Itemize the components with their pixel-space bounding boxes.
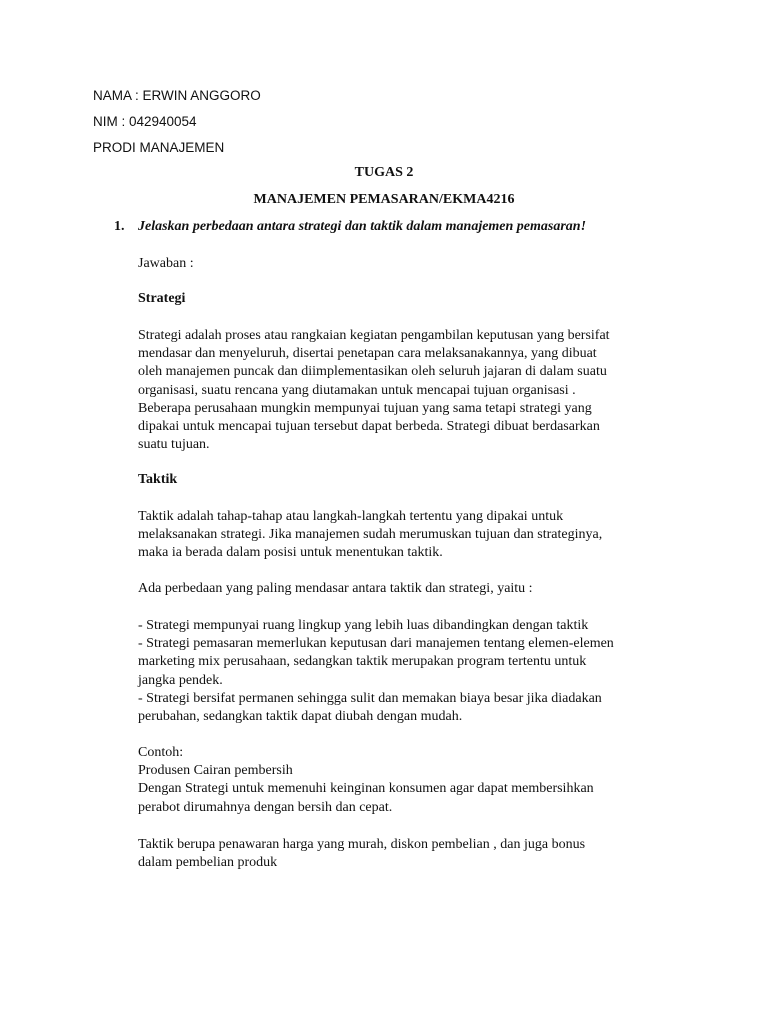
student-name: NAMA : ERWIN ANGGORO: [93, 88, 261, 103]
assignment-title: TUGAS 2: [354, 165, 414, 180]
student-nim: NIM : 042940054: [93, 114, 197, 129]
contoh-line: Dengan Strategi untuk memenuhi keinginan konsumen agar dapat membersihkan: [138, 781, 594, 797]
strategi-paragraph: [138, 327, 698, 454]
answer-label: Jawaban :: [138, 256, 194, 271]
perbedaan-line: - Strategi bersifat permanen sehingga sulit dan memakan biaya besar jika diadakan: [138, 690, 602, 706]
perbedaan-line: - Strategi mempunyai ruang lingkup yang lebih luas dibandingkan dengan taktik: [138, 618, 589, 633]
strategi-line: dipakai untuk mencapai tujuan tersebut dapat berbeda. Strategi dibuat berdasarkan: [138, 419, 600, 435]
taktik-contoh-line: dalam pembelian produk: [138, 855, 278, 871]
strategi-line: Beberapa perusahaan mungkin mempunyai tujuan yang sama tetapi strategi yang: [138, 400, 592, 416]
strategi-line: suatu tujuan.: [138, 437, 210, 453]
question-text: Jelaskan perbedaan antara strategi dan taktik dalam manajemen pemasaran!: [138, 219, 587, 234]
strategi-line: Strategi adalah proses atau rangkaian kegiatan pengambilan keputusan yang bersifat: [138, 328, 610, 343]
strategi-line: organisasi, suatu rencana yang diutamakan untuk mencapai tujuan organisasi .: [138, 382, 576, 398]
perbedaan-line: marketing mix perusahaan, sedangkan taktik merupakan program tertentu untuk: [138, 654, 587, 670]
contoh-line: perabot dirumahnya dengan bersih dan cepat.: [138, 799, 393, 815]
contoh-block: [138, 744, 698, 817]
taktik-contoh-block: [138, 836, 698, 872]
strategi-line: mendasar dan menyeluruh, disertai penetapan cara melaksanakannya, yang dibuat: [138, 346, 597, 362]
strategi-heading: Strategi: [138, 291, 186, 306]
perbedaan-intro: Ada perbedaan yang paling mendasar antara taktik dan strategi, yaitu :: [138, 581, 533, 596]
contoh-line: Contoh:: [138, 745, 184, 760]
perbedaan-line: - Strategi pemasaran memerlukan keputusan dari manajemen tentang elemen-elemen: [138, 636, 614, 652]
taktik-contoh-line: Taktik berupa penawaran harga yang murah, diskon pembelian , dan juga bonus: [138, 837, 586, 852]
taktik-line: melaksanakan strategi. Jika manajemen sudah merumuskan tujuan dan strateginya,: [138, 527, 603, 543]
perbedaan-line: perubahan, sedangkan taktik dapat diubah dengan mudah.: [138, 709, 463, 725]
perbedaan-list: [138, 617, 698, 726]
study-program: PRODI MANAJEMEN: [93, 140, 225, 155]
strategi-line: oleh manajemen puncak dan diimplementasikan oleh seluruh jajaran di dalam suatu: [138, 364, 607, 380]
question-number: 1.: [114, 219, 125, 234]
taktik-heading: Taktik: [138, 472, 178, 487]
course-title: MANAJEMEN PEMASARAN/EKMA4216: [253, 192, 515, 207]
taktik-line: maka ia berada dalam posisi untuk menentukan taktik.: [138, 545, 443, 561]
perbedaan-line: jangka pendek.: [138, 672, 223, 688]
contoh-line: Produsen Cairan pembersih: [138, 763, 293, 779]
taktik-line: Taktik adalah tahap-tahap atau langkah-langkah tertentu yang dipakai untuk: [138, 509, 564, 524]
taktik-paragraph: [138, 508, 698, 563]
